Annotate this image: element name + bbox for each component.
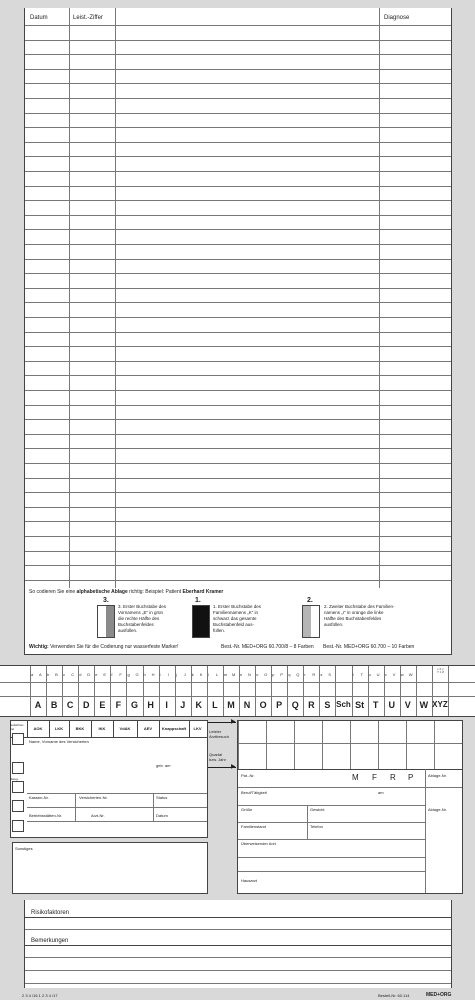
letter-tab-p: P — [276, 700, 283, 710]
ablage-nr-label: Ablage-Nr. — [428, 773, 447, 778]
ledger-row-line — [25, 448, 451, 449]
small-letter: j — [175, 672, 177, 677]
letter-tab-s: S — [324, 700, 331, 710]
fee-free-checkbox[interactable] — [12, 733, 24, 745]
ledger-row-line — [25, 332, 451, 333]
step1-line: 1. Erster Buchstabe des — [213, 604, 262, 609]
quarter-divider — [294, 721, 295, 769]
side-checkbox-4[interactable] — [12, 800, 24, 812]
letter-tab-j: J — [180, 700, 186, 710]
beleg-label: Beleg- — [10, 777, 19, 781]
ledger-row-line — [25, 361, 451, 362]
small-letter: N — [248, 672, 251, 677]
small-letter: U — [376, 672, 380, 677]
letter-tab-e: E — [99, 700, 106, 710]
ledger-row-line — [25, 142, 451, 143]
step2-text — [324, 604, 395, 628]
letter-tab-o: O — [259, 700, 267, 710]
ledger-row-line — [25, 259, 451, 260]
insurance-type-vdak[interactable]: VdAK — [119, 726, 131, 731]
step3-line: 3. Erster Buchstabe des — [118, 604, 167, 609]
quarter-divider — [322, 721, 323, 769]
ledger-row-line — [25, 215, 451, 216]
ledger-row-line — [25, 98, 451, 99]
small-letter: w — [400, 672, 404, 677]
step1-text — [213, 604, 261, 634]
ledger-row-line — [25, 171, 451, 172]
ledger-row-line — [25, 229, 451, 230]
ledger-row-line — [25, 375, 451, 376]
letter-tab-w: W — [419, 700, 429, 710]
patient-card — [237, 720, 463, 894]
sonstiges-box[interactable] — [12, 842, 208, 894]
ledger-row-line — [25, 302, 451, 303]
small-letter: S — [328, 672, 332, 677]
ledger-col-divider — [69, 8, 70, 588]
small-letter: u — [368, 672, 371, 677]
ledger-col-divider — [379, 8, 380, 588]
step2-line: 2. Zweiter Buchstabe des Familien- — [324, 604, 395, 609]
insurance-type-divider — [91, 721, 92, 737]
small-letter: W — [408, 672, 413, 677]
small-letter: k — [191, 672, 194, 677]
small-letter: c — [63, 672, 66, 677]
gewicht-label: Gewicht — [310, 807, 325, 812]
ledger-row-line — [25, 200, 451, 201]
small-letter: l — [207, 672, 209, 677]
small-letter: g — [127, 672, 130, 677]
letter-tab-m: M — [227, 700, 235, 710]
ledger-row-line — [25, 521, 451, 522]
insurance-type-ikk[interactable]: IKK — [98, 726, 106, 731]
small-letter: I — [167, 672, 169, 677]
ledger-row-line — [25, 390, 451, 391]
small-letter: K — [199, 672, 203, 677]
footer-codes: 2 3 4 /16 1 2 3 4 /17 — [22, 993, 58, 998]
insurance-type-aev[interactable]: AEV — [143, 726, 153, 731]
letter-tab-u: U — [388, 700, 395, 710]
side-checkbox-3[interactable] — [12, 781, 24, 793]
strip-divider — [448, 666, 449, 716]
small-letter: o — [256, 672, 259, 677]
letter-tab-v: V — [404, 700, 411, 710]
ledger-col-divider — [115, 8, 116, 588]
small-letter: d — [79, 672, 82, 677]
small-letter: G — [135, 672, 139, 677]
ledger-row-line — [25, 463, 451, 464]
step2-line: Hälfte des Buchstabenfeldes — [324, 616, 382, 621]
small-letter: E — [103, 672, 107, 677]
small-letter: H — [151, 672, 155, 677]
insurance-type-knappschaft[interactable]: Knappschaft — [161, 726, 187, 731]
last-visit-label: Letzter Arztbesuch — [209, 729, 230, 739]
ledger-row-line — [25, 580, 451, 581]
small-letter: r — [304, 672, 306, 677]
ledger-row-line — [25, 346, 451, 347]
header-datum: Datum — [30, 15, 48, 21]
ledger-row-line — [25, 83, 451, 84]
small-letter: J — [183, 672, 186, 677]
arzt-nr-label: Arzt-Nr. — [91, 813, 105, 818]
ledger-row-line — [25, 492, 451, 493]
warning-text: Wichtig: Verwenden Sie für die Codierung nur wasserfeste Marker! — [29, 644, 179, 650]
small-letter: t — [352, 672, 354, 677]
groesse-label: Größe — [241, 807, 253, 812]
letter-tab-g: G — [130, 700, 138, 710]
small-letter: m — [223, 672, 228, 677]
gender-m: M — [352, 773, 359, 782]
insured-name-label: Name, Vorname des Versicherten — [29, 739, 89, 744]
gender-f: F — [372, 773, 377, 782]
bemerkungen-label: Bemerkungen — [31, 938, 69, 944]
small-letter: T — [360, 672, 364, 677]
datum-label: Datum — [156, 813, 168, 818]
letter-tab-t: T — [372, 700, 379, 710]
insurance-type-aok[interactable]: AOK — [33, 726, 43, 731]
small-letter: O — [264, 672, 268, 677]
kassen-nr-label: Kassen-Nr. — [29, 795, 49, 800]
small-letter: a — [31, 672, 34, 677]
ledger-row-line — [25, 478, 451, 479]
intro-text: So codieren Sie eine alphabetische Ablage richtig: Beispiel: Patient Eberhard Kramer — [29, 589, 224, 595]
letter-tab-k: K — [195, 700, 203, 710]
quarter-divider — [434, 721, 435, 769]
ledger-row-line — [25, 156, 451, 157]
small-letter: i — [159, 672, 161, 677]
status-label: Status — [156, 795, 168, 800]
small-letter: v — [384, 672, 387, 677]
quarter-label: Quartal bzw. Jahr — [209, 752, 226, 762]
ledger-row-line — [25, 244, 451, 245]
ledger-row-line — [25, 405, 451, 406]
ledger-row-line — [25, 54, 451, 55]
beruf-label: Beruf/Tätigkeit — [241, 790, 267, 795]
letter-tab-i: I — [165, 700, 168, 710]
step3-line: ausfüllen. — [118, 628, 138, 633]
insurance-type-divider — [189, 721, 190, 737]
small-letter: L — [215, 672, 219, 677]
step2-line: namens „r“ in orange die linke — [324, 610, 384, 615]
ledger-row-line — [25, 113, 451, 114]
small-letter: R — [312, 672, 316, 677]
ledger-row-line — [25, 288, 451, 289]
order-number-10: Best.-Nr. MED+ORG 60.700 – 10 Farben — [323, 644, 415, 650]
footer-order-nr: Bestell-Nr. 60.114 — [378, 993, 410, 998]
fee-free-label: Gebühren- frei — [10, 723, 25, 731]
step3-number: 3. — [103, 597, 109, 604]
step1-line: schwarz das gesamte — [213, 616, 257, 621]
small-letter: F — [119, 672, 122, 677]
small-letter: Q — [296, 672, 300, 677]
letter-tab-c: C — [66, 700, 74, 710]
letter-tab-r: R — [308, 700, 315, 710]
ledger-row-line — [25, 40, 451, 41]
arrow-right-icon: ▶ — [231, 719, 236, 725]
ledger-row-line — [25, 127, 451, 128]
coding-instructions — [24, 588, 452, 655]
risk-remarks-area — [24, 900, 452, 988]
arrow-right-icon: ▶ — [231, 764, 236, 770]
letter-tab-h: H — [147, 700, 154, 710]
insurance-type-divider — [49, 721, 50, 737]
quarter-divider — [378, 721, 379, 769]
step3-line: Vornamens „E“ in grün — [118, 610, 164, 615]
ledger-row-line — [25, 273, 451, 274]
insurance-type-divider — [159, 721, 160, 737]
step1-line: füllen. — [213, 628, 226, 633]
step2-number: 2. — [307, 597, 313, 604]
step3-text — [118, 604, 166, 634]
brand-logo: MED+ORG — [426, 992, 452, 998]
letter-tab-l: L — [212, 700, 218, 710]
letter-tab-xyz: XYZ — [432, 700, 448, 709]
step3-line: die rechte Hälfte des — [118, 616, 160, 621]
step3-swatch — [97, 605, 115, 638]
letter-tab-f: F — [115, 700, 122, 710]
ledger-row-line — [25, 507, 451, 508]
small-letter: h — [143, 672, 146, 677]
step1-number: 1. — [195, 597, 201, 604]
versicherten-nr-label: Versicherten-Nr. — [79, 795, 108, 800]
insurance-card — [10, 720, 208, 838]
letter-tab-d: D — [83, 700, 90, 710]
insurance-type-divider — [137, 721, 138, 737]
familienstand-label: Familienstand — [241, 824, 266, 829]
pat-nr-label: Pat.-Nr. — [241, 773, 255, 778]
ledger-row-line — [25, 25, 451, 26]
dob-label: geb. am — [156, 763, 171, 768]
gender-p: P — [408, 773, 414, 782]
step2-swatch — [302, 605, 320, 638]
gender-r: R — [390, 773, 396, 782]
quarter-divider — [350, 721, 351, 769]
step1-line: Familiennamens „K“ in — [213, 610, 259, 615]
small-letter: P — [280, 672, 283, 677]
header-leist-ziffer: Leist.-Ziffer — [73, 15, 103, 21]
risikofaktoren-label: Risikofaktoren — [31, 910, 70, 916]
quarter-divider — [238, 721, 239, 769]
ledger-row-line — [25, 536, 451, 537]
small-letter: n — [240, 672, 243, 677]
ueberweisender-label: Überweisender Arzt — [241, 841, 276, 846]
quarter-row-line — [238, 743, 462, 744]
small-letter: b — [47, 672, 50, 677]
small-letter: q — [288, 672, 291, 677]
small-letter: M — [231, 672, 236, 677]
small-letter: p — [272, 672, 275, 677]
small-letter: C — [71, 672, 75, 677]
betriebsstaetten-label: Betriebsstätten-Nr. — [29, 813, 63, 818]
small-letter: B — [55, 672, 58, 677]
ledger-row-line — [25, 565, 451, 566]
insurance-type-divider — [27, 721, 28, 737]
quarter-divider — [406, 721, 407, 769]
telefon-label: Telefon — [310, 824, 323, 829]
hausarzt-label: Hausarzt — [241, 878, 258, 883]
ablage-nr-label-2: Ablage-Nr. — [428, 807, 447, 812]
step1-swatch — [192, 605, 210, 638]
insurance-type-lkk[interactable]: LKK — [54, 726, 64, 731]
letter-tab-st: St — [355, 700, 365, 710]
small-letter: V — [392, 672, 396, 677]
ledger-row-line — [25, 419, 451, 420]
insurance-type-divider — [113, 721, 114, 737]
ledger-row-line — [25, 69, 451, 70]
step1-line: Buchstabenfeld aus- — [213, 622, 255, 627]
header-diagnose: Diagnose — [384, 15, 410, 21]
ledger-row-line — [25, 317, 451, 318]
step3-line: Buchstabenfeldes — [118, 622, 154, 627]
letter-tab-b: B — [50, 700, 58, 710]
small-letter: A — [39, 672, 42, 677]
small-letter: f — [111, 672, 113, 677]
letter-tab-a: A — [34, 700, 42, 710]
insurance-type-lkv[interactable]: LKV — [193, 726, 202, 731]
small-letter: s — [320, 672, 323, 677]
small-letter: D — [87, 672, 91, 677]
insurance-type-bkk[interactable]: BKK — [75, 726, 85, 731]
step2-line: ausfüllen. — [324, 622, 344, 627]
ledger-row-line — [25, 551, 451, 552]
side-checkbox-5[interactable] — [12, 820, 24, 832]
order-number-8: Best.-Nr. MED+ORG 60.700/8 – 8 Farben — [221, 644, 314, 650]
side-checkbox-2[interactable] — [12, 762, 24, 774]
letter-tab-q: Q — [291, 700, 299, 710]
sonstiges-label: Sonstiges — [15, 846, 33, 851]
ledger-row-line — [25, 434, 451, 435]
treatment-ledger — [24, 8, 452, 588]
ledger-row-line — [25, 186, 451, 187]
xyz-small-labels: x X y Y z Z — [437, 667, 444, 674]
quarter-divider — [266, 721, 267, 769]
seit-label: am — [378, 790, 384, 795]
alphabet-coding-strip — [0, 665, 475, 717]
letter-tab-sch: Sch — [336, 700, 351, 709]
insurance-type-divider — [69, 721, 70, 737]
small-letter: e — [95, 672, 98, 677]
letter-tab-n: N — [243, 700, 251, 710]
